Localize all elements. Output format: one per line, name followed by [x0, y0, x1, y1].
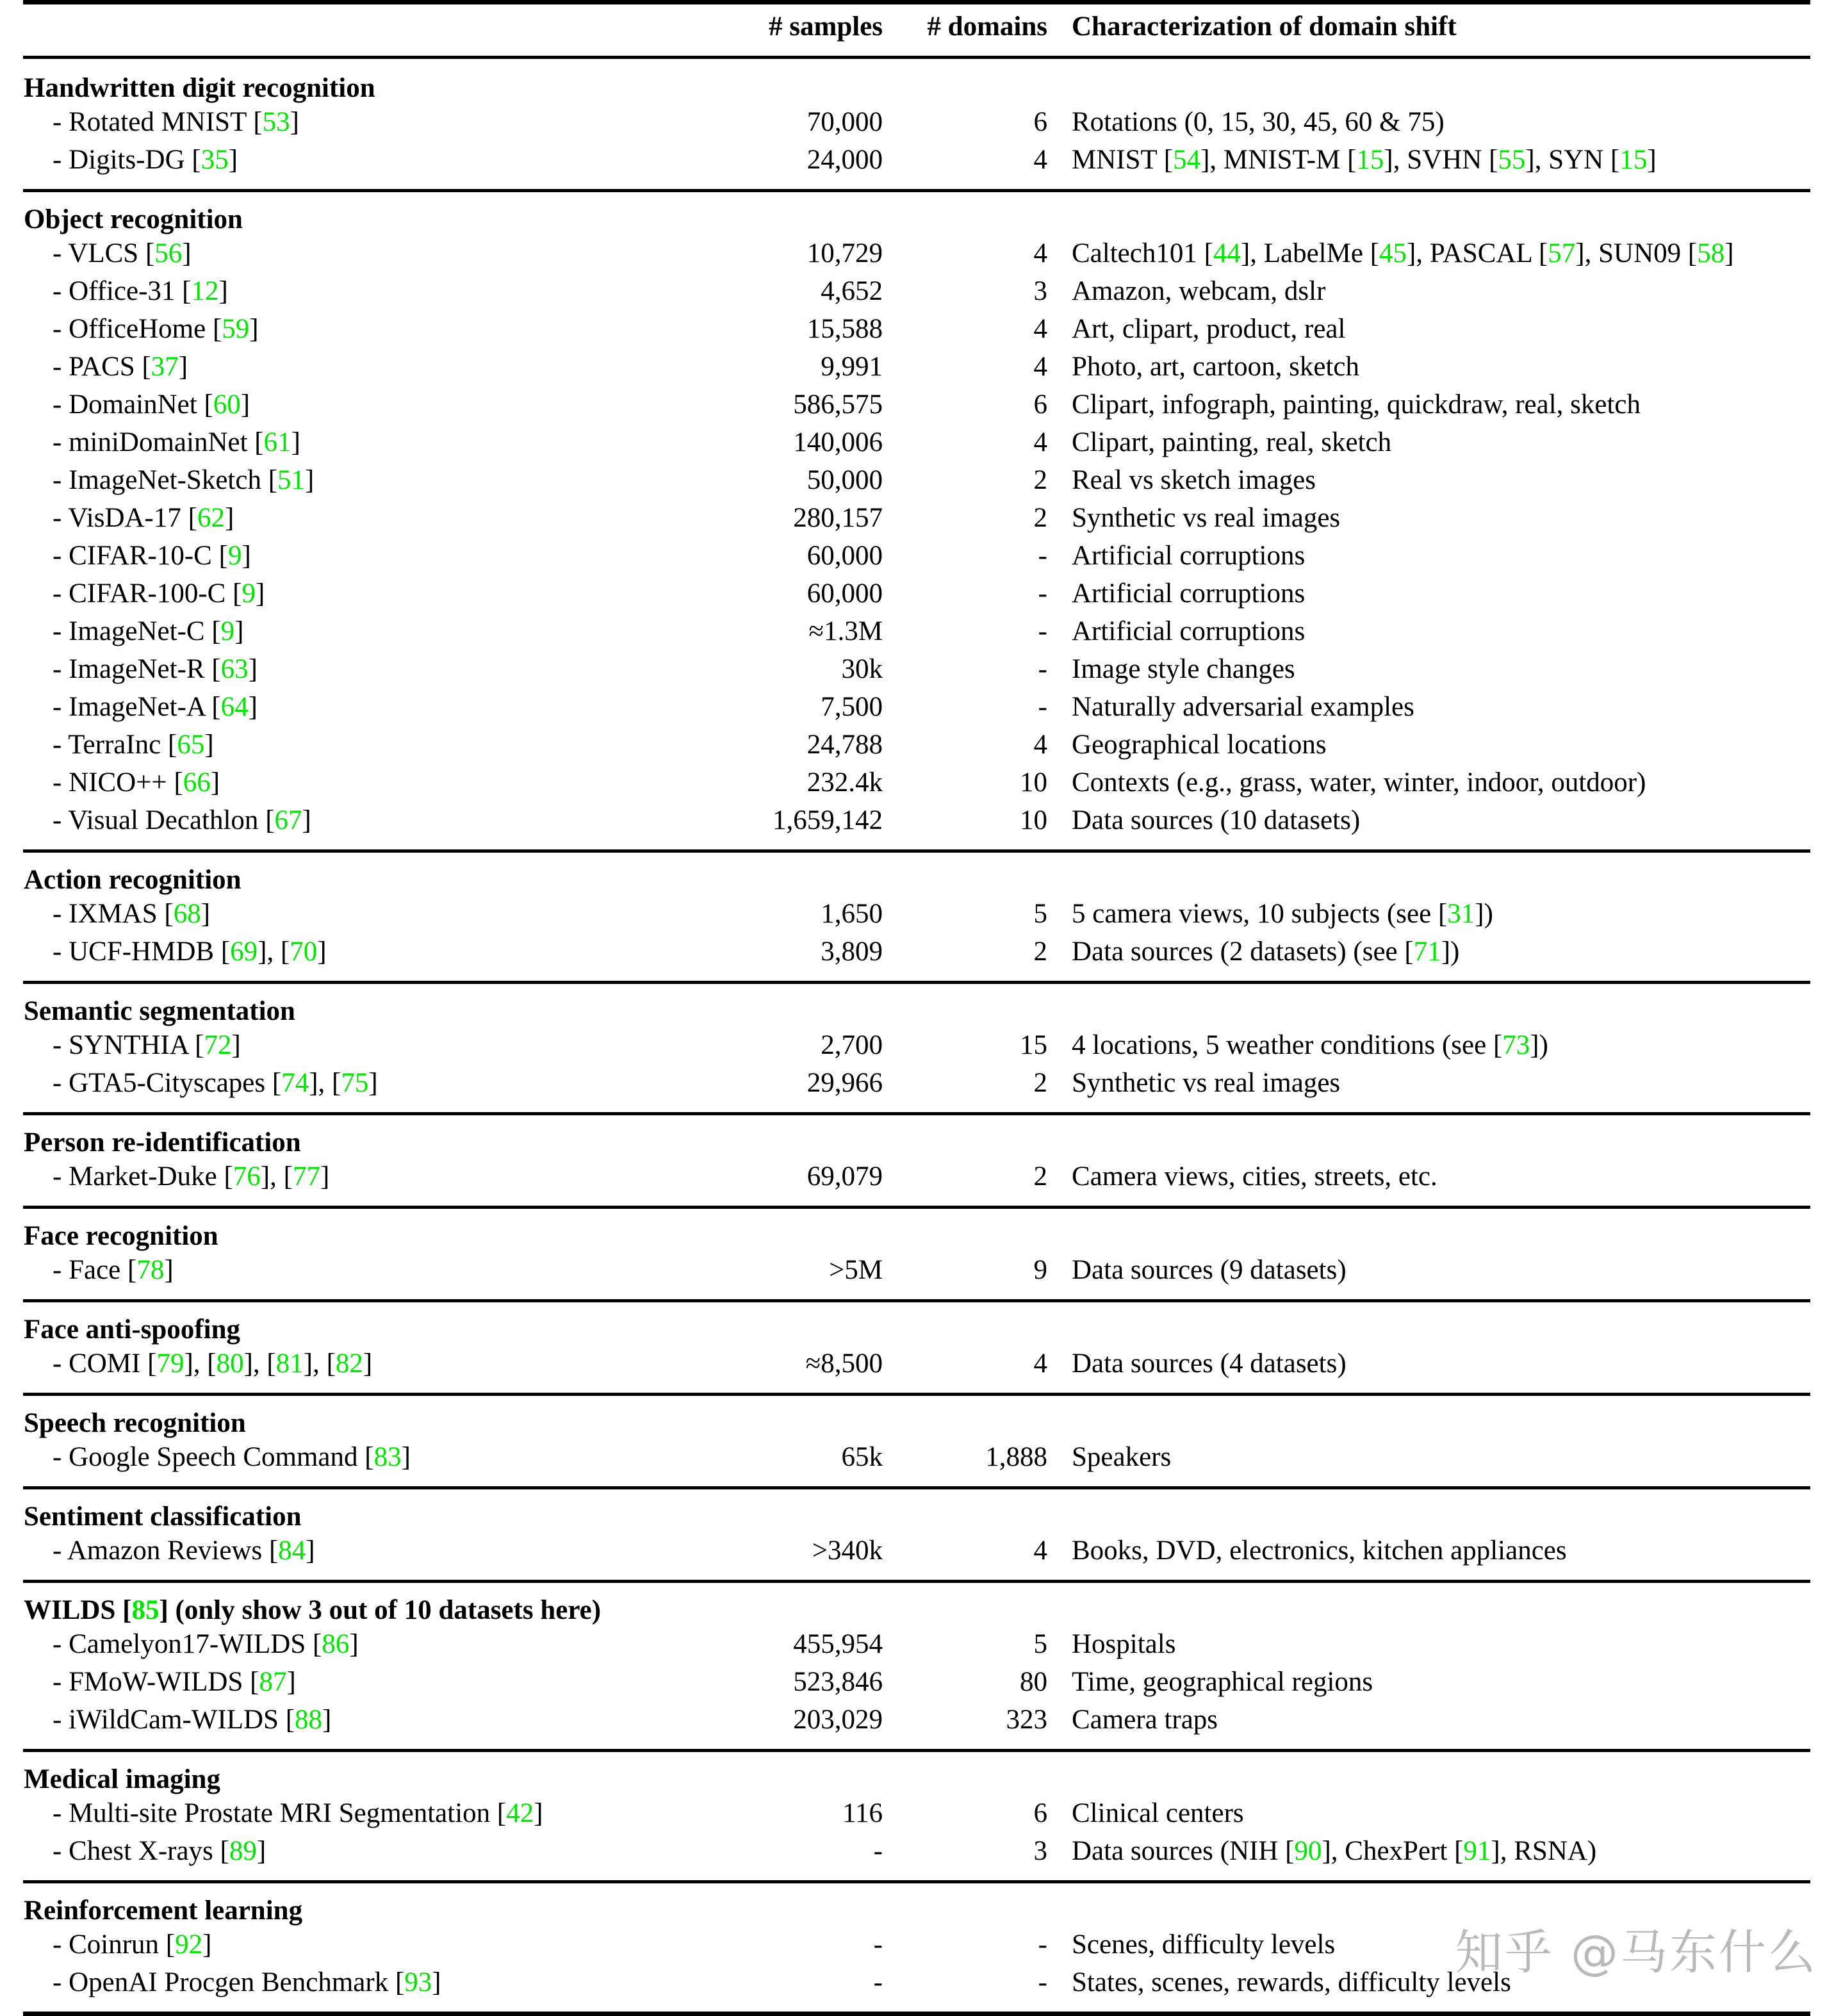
citation-ref[interactable]: 74	[281, 1068, 309, 1098]
cell-dataset-name[interactable]: - ImageNet-R [63]	[23, 650, 708, 688]
citation-ref[interactable]: 92	[175, 1930, 202, 1960]
cell-num-samples: 455,954	[708, 1625, 888, 1663]
cell-dataset-name[interactable]: - COMI [79], [80], [81], [82]	[23, 1345, 708, 1382]
table-header	[23, 3, 1810, 60]
table-row	[23, 234, 1810, 272]
block-spacer	[23, 1382, 1810, 1395]
table-row	[23, 1345, 1810, 1382]
cell-domain-shift: Caltech101 [44], LabelMe [45], PASCAL [57], SUN09 [58]	[1064, 234, 1810, 272]
citation-ref[interactable]: 70	[290, 937, 317, 967]
table-row	[23, 1794, 1810, 1832]
block-spacer	[23, 839, 1810, 851]
cell-dataset-name[interactable]: - OpenAI Procgen Benchmark [93]	[23, 1963, 708, 2001]
cell-dataset-name[interactable]: - Visual Decathlon [67]	[23, 801, 708, 839]
citation-ref[interactable]: 77	[293, 1161, 320, 1192]
citation-ref[interactable]: 90	[1294, 1836, 1322, 1866]
cell-dataset-name[interactable]: - GTA5-Cityscapes [74], [75]	[23, 1064, 708, 1102]
cell-num-samples: 69,079	[708, 1158, 888, 1195]
table-group-heading-row	[23, 1115, 1810, 1158]
citation-ref[interactable]: 42	[506, 1798, 534, 1828]
cell-num-samples: 9,991	[708, 348, 888, 386]
block-spacer	[23, 1195, 1810, 1208]
cell-num-samples: ≈1.3M	[708, 612, 888, 650]
cell-num-domains: 4	[888, 234, 1064, 272]
cell-domain-shift: Clipart, infograph, painting, quickdraw, real, sketch	[1064, 386, 1810, 423]
cell-dataset-name[interactable]: - CIFAR-100-C [9]	[23, 575, 708, 612]
cell-num-domains: 6	[888, 103, 1064, 141]
citation-ref[interactable]: 31	[1447, 899, 1475, 929]
group-heading-label: Medical imaging	[23, 1752, 1810, 1794]
table-group-heading-row	[23, 1209, 1810, 1251]
cell-num-domains: 5	[888, 895, 1064, 933]
cell-num-samples: 24,000	[708, 141, 888, 179]
citation-ref[interactable]: 57	[1548, 238, 1575, 268]
cell-domain-shift: Clinical centers	[1064, 1794, 1810, 1832]
table-body	[23, 59, 1810, 2016]
cell-domain-shift: Amazon, webcam, dslr	[1064, 272, 1810, 310]
table-row	[23, 688, 1810, 726]
cell-num-domains: 6	[888, 386, 1064, 423]
table-row	[23, 933, 1810, 971]
cell-dataset-name[interactable]: - Digits-DG [35]	[23, 141, 708, 179]
group-heading-label: Reinforcement learning	[23, 1883, 1810, 1926]
cell-dataset-name[interactable]: - UCF-HMDB [69], [70]	[23, 933, 708, 971]
table-group-heading-row	[23, 1396, 1810, 1438]
citation-ref[interactable]: 67	[275, 805, 302, 835]
cell-num-samples: 586,575	[708, 386, 888, 423]
cell-dataset-name[interactable]: - NICO++ [66]	[23, 764, 708, 801]
cell-dataset-name[interactable]: - PACS [37]	[23, 348, 708, 386]
cell-dataset-name[interactable]: - ImageNet-Sketch [51]	[23, 461, 708, 499]
cell-num-domains: 4	[888, 348, 1064, 386]
citation-ref[interactable]: 85	[131, 1595, 159, 1625]
cell-domain-shift: Image style changes	[1064, 650, 1810, 688]
column-header-description: Characterization of domain shift	[1064, 4, 1810, 58]
table-row	[23, 1064, 1810, 1102]
cell-num-domains: 9	[888, 1251, 1064, 1289]
cell-num-domains: -	[888, 575, 1064, 612]
cell-num-domains: 5	[888, 1625, 1064, 1663]
cell-domain-shift: Synthetic vs real images	[1064, 499, 1810, 537]
cell-num-domains: 10	[888, 801, 1064, 839]
table-row	[23, 1026, 1810, 1064]
cell-num-domains: 1,888	[888, 1438, 1064, 1476]
cell-dataset-name[interactable]: - Rotated MNIST [53]	[23, 103, 708, 141]
cell-num-samples: >5M	[708, 1251, 888, 1289]
group-heading-label: Sentiment classification	[23, 1489, 1810, 1532]
table-group-heading-row	[23, 59, 1810, 103]
citation-ref[interactable]: 9	[221, 616, 235, 646]
table-row	[23, 1663, 1810, 1701]
citation-ref[interactable]: 66	[183, 767, 211, 798]
table-row	[23, 423, 1810, 461]
table-row	[23, 141, 1810, 179]
table-row	[23, 1701, 1810, 1739]
cell-num-samples: 29,966	[708, 1064, 888, 1102]
group-heading-label: Person re-identification	[23, 1115, 1810, 1158]
block-spacer	[23, 179, 1810, 191]
cell-num-samples: 30k	[708, 650, 888, 688]
cell-num-samples: 60,000	[708, 575, 888, 612]
cell-domain-shift: Real vs sketch images	[1064, 461, 1810, 499]
citation-ref[interactable]: 44	[1213, 238, 1241, 268]
table-group-heading-row	[23, 1752, 1810, 1794]
citation-ref[interactable]: 55	[1498, 145, 1525, 175]
citation-ref[interactable]: 91	[1463, 1836, 1491, 1866]
cell-num-samples: -	[708, 1832, 888, 1870]
cell-domain-shift: Rotations (0, 15, 30, 45, 60 & 75)	[1064, 103, 1810, 141]
cell-dataset-name[interactable]: - VisDA-17 [62]	[23, 499, 708, 537]
cell-num-domains: -	[888, 650, 1064, 688]
cell-dataset-name[interactable]: - Coinrun [92]	[23, 1926, 708, 1963]
cell-num-samples: 65k	[708, 1438, 888, 1476]
cell-dataset-name[interactable]: - Multi-site Prostate MRI Segmentation [42]	[23, 1794, 708, 1832]
cell-domain-shift: Artificial corruptions	[1064, 612, 1810, 650]
cell-num-samples: 203,029	[708, 1701, 888, 1739]
cell-num-domains: 80	[888, 1663, 1064, 1701]
cell-num-domains: 3	[888, 272, 1064, 310]
cell-num-samples: 232.4k	[708, 764, 888, 801]
citation-ref[interactable]: 72	[204, 1030, 232, 1060]
citation-ref[interactable]: 15	[1619, 145, 1647, 175]
cell-domain-shift: Data sources (2 datasets) (see [71])	[1064, 933, 1810, 971]
group-heading-label: Handwritten digit recognition	[23, 59, 1810, 103]
table-group-heading-row	[23, 853, 1810, 895]
cell-domain-shift: Speakers	[1064, 1438, 1810, 1476]
table-row	[23, 272, 1810, 310]
block-spacer	[23, 1102, 1810, 1114]
table-row	[23, 1625, 1810, 1663]
citation-ref[interactable]: 89	[229, 1836, 257, 1866]
cell-domain-shift: Camera views, cities, streets, etc.	[1064, 1158, 1810, 1195]
cell-domain-shift: 5 camera views, 10 subjects (see [31])	[1064, 895, 1810, 933]
citation-ref[interactable]: 68	[174, 899, 201, 929]
cell-domain-shift: States, scenes, rewards, difficulty levels	[1064, 1963, 1810, 2001]
table-group-heading-row	[23, 984, 1810, 1026]
group-heading-label: WILDS [85] (only show 3 out of 10 datasets here)	[23, 1583, 1810, 1625]
cell-dataset-name[interactable]: - Chest X-rays [89]	[23, 1832, 708, 1870]
table-row	[23, 895, 1810, 933]
cell-num-samples: 10,729	[708, 234, 888, 272]
table-row	[23, 499, 1810, 537]
cell-domain-shift: MNIST [54], MNIST-M [15], SVHN [55], SYN [15]	[1064, 141, 1810, 179]
table-group-heading-row	[23, 1489, 1810, 1532]
cell-num-samples: 1,650	[708, 895, 888, 933]
cell-num-samples: 523,846	[708, 1663, 888, 1701]
cell-num-samples: 1,659,142	[708, 801, 888, 839]
cell-domain-shift: Naturally adversarial examples	[1064, 688, 1810, 726]
cell-num-samples: 280,157	[708, 499, 888, 537]
cell-num-domains: -	[888, 612, 1064, 650]
cell-num-domains: 2	[888, 461, 1064, 499]
cell-dataset-name[interactable]: - IXMAS [68]	[23, 895, 708, 933]
cell-domain-shift: Books, DVD, electronics, kitchen appliances	[1064, 1532, 1810, 1569]
cell-dataset-name[interactable]: - DomainNet [60]	[23, 386, 708, 423]
cell-dataset-name[interactable]: - Google Speech Command [83]	[23, 1438, 708, 1476]
cell-dataset-name[interactable]: - Camelyon17-WILDS [86]	[23, 1625, 708, 1663]
cell-dataset-name[interactable]: - miniDomainNet [61]	[23, 423, 708, 461]
citation-ref[interactable]: 61	[264, 427, 291, 457]
group-heading-label: Semantic segmentation	[23, 984, 1810, 1026]
table-row	[23, 461, 1810, 499]
cell-dataset-name[interactable]: - SYNTHIA [72]	[23, 1026, 708, 1064]
block-spacer	[23, 971, 1810, 983]
cell-num-domains: 4	[888, 726, 1064, 764]
datasets-table	[23, 0, 1810, 2016]
cell-domain-shift: Data sources (NIH [90], ChexPert [91], RSNA)	[1064, 1832, 1810, 1870]
citation-ref[interactable]: 86	[322, 1629, 349, 1659]
cell-num-domains: -	[888, 1926, 1064, 1963]
citation-ref[interactable]: 62	[197, 503, 225, 533]
cell-num-domains: -	[888, 1963, 1064, 2001]
cell-num-samples: 140,006	[708, 423, 888, 461]
cell-num-samples: 60,000	[708, 537, 888, 575]
group-heading-label: Speech recognition	[23, 1396, 1810, 1438]
cell-num-samples: 116	[708, 1794, 888, 1832]
cell-num-domains: 2	[888, 1064, 1064, 1102]
cell-domain-shift: 4 locations, 5 weather conditions (see [73])	[1064, 1026, 1810, 1064]
table-row	[23, 1438, 1810, 1476]
table-row	[23, 650, 1810, 688]
citation-ref[interactable]: 9	[228, 541, 242, 571]
cell-num-samples: 4,652	[708, 272, 888, 310]
cell-num-domains: 4	[888, 1345, 1064, 1382]
cell-num-domains: 323	[888, 1701, 1064, 1739]
cell-dataset-name[interactable]: - Office-31 [12]	[23, 272, 708, 310]
group-heading-label: Action recognition	[23, 853, 1810, 895]
cell-num-domains: 15	[888, 1026, 1064, 1064]
cell-num-domains: 4	[888, 423, 1064, 461]
cell-num-domains: 10	[888, 764, 1064, 801]
citation-ref[interactable]: 37	[151, 352, 179, 382]
cell-num-domains: 4	[888, 141, 1064, 179]
cell-num-samples: 50,000	[708, 461, 888, 499]
cell-domain-shift: Data sources (4 datasets)	[1064, 1345, 1810, 1382]
cell-domain-shift: Synthetic vs real images	[1064, 1064, 1810, 1102]
citation-ref[interactable]: 12	[192, 276, 219, 306]
table-row	[23, 1832, 1810, 1870]
column-header-name	[23, 4, 708, 58]
citation-ref[interactable]: 79	[156, 1348, 184, 1379]
cell-domain-shift: Photo, art, cartoon, sketch	[1064, 348, 1810, 386]
citation-ref[interactable]: 35	[201, 145, 229, 175]
table-group-heading-row	[23, 1883, 1810, 1926]
cell-dataset-name[interactable]: - ImageNet-C [9]	[23, 612, 708, 650]
cell-num-samples: 24,788	[708, 726, 888, 764]
cell-domain-shift: Art, clipart, product, real	[1064, 310, 1810, 348]
cell-num-domains: -	[888, 688, 1064, 726]
citation-ref[interactable]: 15	[1356, 145, 1384, 175]
cell-domain-shift: Scenes, difficulty levels	[1064, 1926, 1810, 1963]
citation-ref[interactable]: 51	[277, 465, 305, 495]
citation-ref[interactable]: 56	[154, 238, 182, 268]
citation-ref[interactable]: 84	[278, 1536, 306, 1566]
citation-ref[interactable]: 88	[295, 1705, 322, 1735]
citation-ref[interactable]: 64	[221, 692, 249, 722]
group-heading-label: Object recognition	[23, 192, 1810, 234]
citation-ref[interactable]: 93	[404, 1967, 432, 1997]
cell-num-domains: 6	[888, 1794, 1064, 1832]
cell-num-samples: 2,700	[708, 1026, 888, 1064]
cell-num-samples: 15,588	[708, 310, 888, 348]
citation-ref[interactable]: 81	[276, 1348, 304, 1379]
column-header-samples: # samples	[708, 4, 888, 58]
watermark: 知乎 @马东什么	[1455, 1915, 1817, 1983]
table-row	[23, 1251, 1810, 1289]
cell-domain-shift: Contexts (e.g., grass, water, winter, indoor, outdoor)	[1064, 764, 1810, 801]
table-rule-bottom	[23, 2014, 1810, 2016]
citation-ref[interactable]: 69	[230, 937, 258, 967]
citation-ref[interactable]: 76	[233, 1161, 261, 1192]
cell-dataset-name[interactable]: - VLCS [56]	[23, 234, 708, 272]
group-heading-label: Face recognition	[23, 1209, 1810, 1251]
block-spacer	[23, 1739, 1810, 1751]
block-spacer	[23, 1476, 1810, 1488]
block-spacer	[23, 1870, 1810, 1882]
cell-num-samples: -	[708, 1926, 888, 1963]
citation-ref[interactable]: 78	[136, 1255, 164, 1285]
cell-num-samples: 3,809	[708, 933, 888, 971]
cell-num-domains: -	[888, 537, 1064, 575]
cell-domain-shift: Artificial corruptions	[1064, 575, 1810, 612]
citation-ref[interactable]: 54	[1173, 145, 1200, 175]
table-row	[23, 386, 1810, 423]
group-heading-label: Face anti-spoofing	[23, 1302, 1810, 1345]
block-spacer	[23, 1569, 1810, 1582]
cell-dataset-name[interactable]: - FMoW-WILDS [87]	[23, 1663, 708, 1701]
cell-domain-shift: Artificial corruptions	[1064, 537, 1810, 575]
citation-ref[interactable]: 83	[374, 1442, 402, 1472]
table-row	[23, 348, 1810, 386]
cell-dataset-name[interactable]: - Face [78]	[23, 1251, 708, 1289]
table-row	[23, 1158, 1810, 1195]
block-spacer	[23, 2001, 1810, 2014]
cell-dataset-name[interactable]: - TerraInc [65]	[23, 726, 708, 764]
table-row	[23, 1926, 1810, 1963]
table-row	[23, 537, 1810, 575]
block-spacer	[23, 1289, 1810, 1301]
citation-ref[interactable]: 60	[213, 389, 241, 420]
citation-ref[interactable]: 82	[336, 1348, 363, 1379]
cell-dataset-name[interactable]: - CIFAR-10-C [9]	[23, 537, 708, 575]
citation-ref[interactable]: 9	[242, 578, 256, 609]
cell-num-domains: 2	[888, 1158, 1064, 1195]
table-row	[23, 1532, 1810, 1569]
cell-dataset-name[interactable]: - iWildCam-WILDS [88]	[23, 1701, 708, 1739]
cell-num-domains: 4	[888, 1532, 1064, 1569]
citation-ref[interactable]: 87	[259, 1667, 286, 1697]
cell-num-samples: -	[708, 1963, 888, 2001]
cell-num-domains: 4	[888, 310, 1064, 348]
table-row	[23, 103, 1810, 141]
cell-num-samples: >340k	[708, 1532, 888, 1569]
cell-domain-shift: Time, geographical regions	[1064, 1663, 1810, 1701]
citation-ref[interactable]: 71	[1414, 937, 1441, 967]
cell-domain-shift: Geographical locations	[1064, 726, 1810, 764]
cell-domain-shift: Clipart, painting, real, sketch	[1064, 423, 1810, 461]
citation-ref[interactable]: 80	[217, 1348, 244, 1379]
table-row	[23, 801, 1810, 839]
citation-ref[interactable]: 59	[222, 314, 249, 344]
table-row	[23, 612, 1810, 650]
cell-domain-shift: Hospitals	[1064, 1625, 1810, 1663]
citation-ref[interactable]: 58	[1697, 238, 1724, 268]
cell-dataset-name[interactable]: - ImageNet-A [64]	[23, 688, 708, 726]
table-row	[23, 310, 1810, 348]
cell-domain-shift: Data sources (10 datasets)	[1064, 801, 1810, 839]
cell-num-samples: 70,000	[708, 103, 888, 141]
cell-num-domains: 2	[888, 933, 1064, 971]
table-row	[23, 764, 1810, 801]
citation-ref[interactable]: 45	[1379, 238, 1407, 268]
table-group-heading-row	[23, 1583, 1810, 1625]
table-row	[23, 726, 1810, 764]
table-group-heading-row	[23, 192, 1810, 234]
table-group-heading-row	[23, 1302, 1810, 1345]
table-row	[23, 575, 1810, 612]
cell-domain-shift: Data sources (9 datasets)	[1064, 1251, 1810, 1289]
table-row	[23, 1963, 1810, 2001]
cell-num-domains: 3	[888, 1832, 1064, 1870]
citation-ref[interactable]: 53	[263, 107, 290, 137]
cell-dataset-name[interactable]: - Amazon Reviews [84]	[23, 1532, 708, 1569]
citation-ref[interactable]: 63	[221, 654, 249, 684]
citation-ref[interactable]: 65	[177, 730, 204, 760]
cell-dataset-name[interactable]: - OfficeHome [59]	[23, 310, 708, 348]
cell-dataset-name[interactable]: - Market-Duke [76], [77]	[23, 1158, 708, 1195]
citation-ref[interactable]: 75	[341, 1068, 368, 1098]
table-header-row	[23, 4, 1810, 58]
citation-ref[interactable]: 73	[1502, 1030, 1530, 1060]
cell-domain-shift: Camera traps	[1064, 1701, 1810, 1739]
cell-num-samples: ≈8,500	[708, 1345, 888, 1382]
cell-num-domains: 2	[888, 499, 1064, 537]
cell-num-samples: 7,500	[708, 688, 888, 726]
column-header-domains: # domains	[888, 4, 1064, 58]
